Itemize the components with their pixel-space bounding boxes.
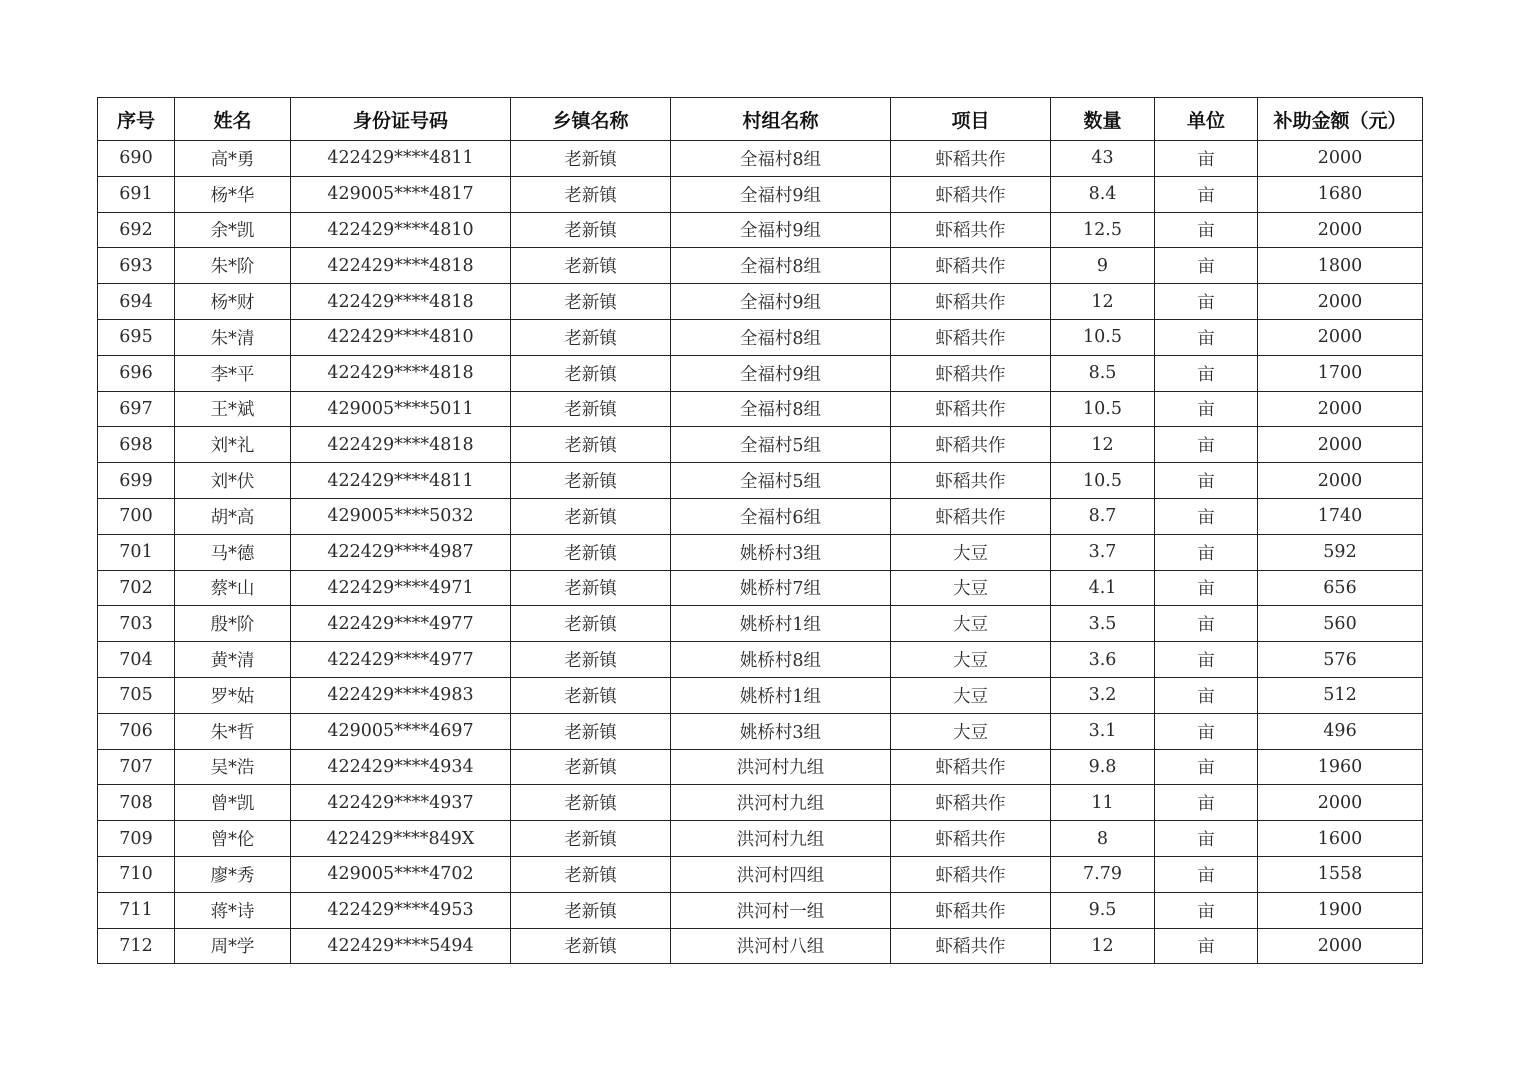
cell-quantity: 3.6 (1051, 642, 1155, 678)
header-subsidy-amount: 补助金额（元） (1258, 98, 1423, 141)
cell-unit: 亩 (1155, 677, 1258, 713)
cell-town-name: 老新镇 (511, 141, 671, 177)
cell-unit: 亩 (1155, 141, 1258, 177)
cell-unit: 亩 (1155, 928, 1258, 964)
cell-unit: 亩 (1155, 248, 1258, 284)
cell-project: 大豆 (891, 606, 1051, 642)
cell-unit: 亩 (1155, 176, 1258, 212)
cell-project: 虾稻共作 (891, 212, 1051, 248)
table-row (98, 319, 1423, 355)
cell-id-number: 429005****4697 (291, 713, 511, 749)
cell-unit: 亩 (1155, 642, 1258, 678)
cell-name: 刘*伏 (175, 463, 291, 499)
cell-quantity: 10.5 (1051, 463, 1155, 499)
cell-quantity: 8.5 (1051, 355, 1155, 391)
table-row (98, 677, 1423, 713)
cell-subsidy-amount: 560 (1258, 606, 1423, 642)
cell-serial-number: 702 (98, 570, 175, 606)
cell-town-name: 老新镇 (511, 642, 671, 678)
cell-unit: 亩 (1155, 284, 1258, 320)
cell-village-group: 全福村9组 (671, 212, 891, 248)
cell-project: 虾稻共作 (891, 749, 1051, 785)
cell-unit: 亩 (1155, 821, 1258, 857)
cell-id-number: 422429****4811 (291, 463, 511, 499)
cell-serial-number: 693 (98, 248, 175, 284)
cell-id-number: 422429****4818 (291, 355, 511, 391)
cell-name: 高*勇 (175, 141, 291, 177)
cell-unit: 亩 (1155, 212, 1258, 248)
cell-name: 曾*凯 (175, 785, 291, 821)
cell-serial-number: 711 (98, 892, 175, 928)
cell-unit: 亩 (1155, 713, 1258, 749)
table-row (98, 427, 1423, 463)
table-row (98, 248, 1423, 284)
cell-project: 虾稻共作 (891, 821, 1051, 857)
cell-unit: 亩 (1155, 892, 1258, 928)
table-row (98, 785, 1423, 821)
cell-subsidy-amount: 2000 (1258, 391, 1423, 427)
cell-quantity: 43 (1051, 141, 1155, 177)
cell-subsidy-amount: 1800 (1258, 248, 1423, 284)
cell-subsidy-amount: 2000 (1258, 141, 1423, 177)
header-town-name: 乡镇名称 (511, 98, 671, 141)
cell-village-group: 洪河村八组 (671, 928, 891, 964)
cell-project: 虾稻共作 (891, 928, 1051, 964)
cell-village-group: 全福村8组 (671, 319, 891, 355)
cell-name: 李*平 (175, 355, 291, 391)
cell-id-number: 422429****4953 (291, 892, 511, 928)
cell-unit: 亩 (1155, 355, 1258, 391)
table-row (98, 642, 1423, 678)
cell-project: 大豆 (891, 713, 1051, 749)
cell-town-name: 老新镇 (511, 606, 671, 642)
cell-village-group: 全福村9组 (671, 176, 891, 212)
table-body (98, 141, 1423, 964)
cell-id-number: 422429****4977 (291, 642, 511, 678)
cell-town-name: 老新镇 (511, 248, 671, 284)
cell-village-group: 洪河村九组 (671, 749, 891, 785)
cell-id-number: 429005****5011 (291, 391, 511, 427)
cell-name: 廖*秀 (175, 856, 291, 892)
cell-serial-number: 706 (98, 713, 175, 749)
cell-subsidy-amount: 1700 (1258, 355, 1423, 391)
cell-unit: 亩 (1155, 856, 1258, 892)
cell-village-group: 姚桥村8组 (671, 642, 891, 678)
cell-subsidy-amount: 2000 (1258, 319, 1423, 355)
cell-serial-number: 692 (98, 212, 175, 248)
cell-quantity: 9.8 (1051, 749, 1155, 785)
cell-name: 殷*阶 (175, 606, 291, 642)
cell-serial-number: 712 (98, 928, 175, 964)
cell-subsidy-amount: 2000 (1258, 463, 1423, 499)
cell-town-name: 老新镇 (511, 176, 671, 212)
cell-unit: 亩 (1155, 534, 1258, 570)
cell-name: 胡*高 (175, 498, 291, 534)
cell-unit: 亩 (1155, 749, 1258, 785)
header-name: 姓名 (175, 98, 291, 141)
cell-village-group: 洪河村九组 (671, 785, 891, 821)
cell-serial-number: 710 (98, 856, 175, 892)
cell-town-name: 老新镇 (511, 821, 671, 857)
cell-name: 马*德 (175, 534, 291, 570)
cell-town-name: 老新镇 (511, 713, 671, 749)
cell-serial-number: 698 (98, 427, 175, 463)
cell-serial-number: 707 (98, 749, 175, 785)
cell-unit: 亩 (1155, 463, 1258, 499)
cell-project: 大豆 (891, 677, 1051, 713)
table-header (98, 98, 1423, 141)
cell-name: 刘*礼 (175, 427, 291, 463)
header-row (98, 98, 1423, 141)
cell-id-number: 422429****4937 (291, 785, 511, 821)
cell-project: 虾稻共作 (891, 856, 1051, 892)
table-row (98, 856, 1423, 892)
cell-village-group: 洪河村四组 (671, 856, 891, 892)
table-row (98, 534, 1423, 570)
cell-name: 余*凯 (175, 212, 291, 248)
cell-serial-number: 696 (98, 355, 175, 391)
table-row (98, 391, 1423, 427)
cell-subsidy-amount: 2000 (1258, 785, 1423, 821)
cell-quantity: 7.79 (1051, 856, 1155, 892)
cell-subsidy-amount: 2000 (1258, 284, 1423, 320)
cell-project: 虾稻共作 (891, 176, 1051, 212)
cell-project: 虾稻共作 (891, 319, 1051, 355)
cell-subsidy-amount: 592 (1258, 534, 1423, 570)
cell-name: 周*学 (175, 928, 291, 964)
cell-unit: 亩 (1155, 570, 1258, 606)
table-row (98, 928, 1423, 964)
cell-village-group: 全福村6组 (671, 498, 891, 534)
cell-project: 大豆 (891, 534, 1051, 570)
cell-village-group: 全福村5组 (671, 427, 891, 463)
cell-quantity: 11 (1051, 785, 1155, 821)
cell-unit: 亩 (1155, 427, 1258, 463)
cell-town-name: 老新镇 (511, 785, 671, 821)
cell-project: 大豆 (891, 642, 1051, 678)
cell-unit: 亩 (1155, 498, 1258, 534)
cell-project: 虾稻共作 (891, 785, 1051, 821)
cell-project: 虾稻共作 (891, 141, 1051, 177)
cell-project: 虾稻共作 (891, 248, 1051, 284)
cell-town-name: 老新镇 (511, 570, 671, 606)
table-row (98, 176, 1423, 212)
table-row (98, 892, 1423, 928)
cell-quantity: 12 (1051, 928, 1155, 964)
cell-project: 虾稻共作 (891, 463, 1051, 499)
table-row (98, 498, 1423, 534)
header-quantity: 数量 (1051, 98, 1155, 141)
cell-subsidy-amount: 496 (1258, 713, 1423, 749)
cell-quantity: 4.1 (1051, 570, 1155, 606)
cell-subsidy-amount: 1900 (1258, 892, 1423, 928)
cell-village-group: 全福村5组 (671, 463, 891, 499)
cell-town-name: 老新镇 (511, 212, 671, 248)
cell-quantity: 3.1 (1051, 713, 1155, 749)
cell-serial-number: 705 (98, 677, 175, 713)
header-project: 项目 (891, 98, 1051, 141)
cell-village-group: 全福村8组 (671, 248, 891, 284)
table-row (98, 570, 1423, 606)
cell-subsidy-amount: 2000 (1258, 427, 1423, 463)
cell-village-group: 全福村9组 (671, 355, 891, 391)
cell-serial-number: 691 (98, 176, 175, 212)
cell-id-number: 422429****4810 (291, 319, 511, 355)
cell-name: 蔡*山 (175, 570, 291, 606)
cell-town-name: 老新镇 (511, 892, 671, 928)
cell-town-name: 老新镇 (511, 391, 671, 427)
cell-subsidy-amount: 1740 (1258, 498, 1423, 534)
cell-subsidy-amount: 1600 (1258, 821, 1423, 857)
cell-town-name: 老新镇 (511, 928, 671, 964)
cell-serial-number: 695 (98, 319, 175, 355)
cell-subsidy-amount: 2000 (1258, 212, 1423, 248)
table-row (98, 284, 1423, 320)
cell-name: 朱*阶 (175, 248, 291, 284)
cell-village-group: 全福村9组 (671, 284, 891, 320)
cell-town-name: 老新镇 (511, 284, 671, 320)
cell-subsidy-amount: 1558 (1258, 856, 1423, 892)
cell-quantity: 9.5 (1051, 892, 1155, 928)
cell-id-number: 422429****4934 (291, 749, 511, 785)
cell-serial-number: 703 (98, 606, 175, 642)
cell-project: 虾稻共作 (891, 892, 1051, 928)
cell-village-group: 姚桥村1组 (671, 677, 891, 713)
cell-id-number: 422429****4971 (291, 570, 511, 606)
cell-village-group: 全福村8组 (671, 391, 891, 427)
cell-name: 罗*姑 (175, 677, 291, 713)
cell-id-number: 422429****849X (291, 821, 511, 857)
cell-name: 朱*哲 (175, 713, 291, 749)
cell-town-name: 老新镇 (511, 749, 671, 785)
cell-town-name: 老新镇 (511, 427, 671, 463)
cell-quantity: 10.5 (1051, 391, 1155, 427)
cell-subsidy-amount: 656 (1258, 570, 1423, 606)
cell-id-number: 422429****4811 (291, 141, 511, 177)
cell-village-group: 姚桥村3组 (671, 713, 891, 749)
cell-town-name: 老新镇 (511, 677, 671, 713)
cell-town-name: 老新镇 (511, 534, 671, 570)
table-row (98, 463, 1423, 499)
cell-id-number: 422429****4818 (291, 248, 511, 284)
cell-unit: 亩 (1155, 606, 1258, 642)
cell-subsidy-amount: 1680 (1258, 176, 1423, 212)
header-serial-number: 序号 (98, 98, 175, 141)
cell-id-number: 422429****5494 (291, 928, 511, 964)
cell-name: 王*斌 (175, 391, 291, 427)
cell-village-group: 姚桥村7组 (671, 570, 891, 606)
cell-subsidy-amount: 512 (1258, 677, 1423, 713)
cell-quantity: 12.5 (1051, 212, 1155, 248)
header-village-group: 村组名称 (671, 98, 891, 141)
cell-id-number: 422429****4818 (291, 427, 511, 463)
table-row (98, 141, 1423, 177)
cell-name: 黄*清 (175, 642, 291, 678)
cell-unit: 亩 (1155, 785, 1258, 821)
cell-quantity: 8 (1051, 821, 1155, 857)
cell-village-group: 洪河村一组 (671, 892, 891, 928)
cell-project: 大豆 (891, 570, 1051, 606)
table-row (98, 713, 1423, 749)
cell-project: 虾稻共作 (891, 391, 1051, 427)
cell-id-number: 429005****5032 (291, 498, 511, 534)
cell-village-group: 姚桥村1组 (671, 606, 891, 642)
cell-subsidy-amount: 576 (1258, 642, 1423, 678)
cell-id-number: 422429****4818 (291, 284, 511, 320)
cell-quantity: 9 (1051, 248, 1155, 284)
cell-town-name: 老新镇 (511, 498, 671, 534)
cell-unit: 亩 (1155, 319, 1258, 355)
cell-town-name: 老新镇 (511, 319, 671, 355)
header-id-number: 身份证号码 (291, 98, 511, 141)
cell-village-group: 姚桥村3组 (671, 534, 891, 570)
cell-village-group: 全福村8组 (671, 141, 891, 177)
cell-project: 虾稻共作 (891, 284, 1051, 320)
table-row (98, 212, 1423, 248)
cell-town-name: 老新镇 (511, 856, 671, 892)
cell-serial-number: 708 (98, 785, 175, 821)
cell-id-number: 422429****4810 (291, 212, 511, 248)
cell-project: 虾稻共作 (891, 355, 1051, 391)
subsidy-table (97, 97, 1423, 964)
cell-quantity: 12 (1051, 427, 1155, 463)
cell-serial-number: 697 (98, 391, 175, 427)
cell-project: 虾稻共作 (891, 498, 1051, 534)
cell-quantity: 10.5 (1051, 319, 1155, 355)
cell-id-number: 422429****4983 (291, 677, 511, 713)
cell-village-group: 洪河村九组 (671, 821, 891, 857)
cell-name: 曾*伦 (175, 821, 291, 857)
cell-id-number: 422429****4977 (291, 606, 511, 642)
header-unit: 单位 (1155, 98, 1258, 141)
cell-quantity: 8.7 (1051, 498, 1155, 534)
cell-name: 杨*华 (175, 176, 291, 212)
cell-quantity: 3.2 (1051, 677, 1155, 713)
cell-subsidy-amount: 1960 (1258, 749, 1423, 785)
table-row (98, 749, 1423, 785)
table-row (98, 821, 1423, 857)
cell-serial-number: 690 (98, 141, 175, 177)
cell-town-name: 老新镇 (511, 463, 671, 499)
cell-name: 杨*财 (175, 284, 291, 320)
cell-unit: 亩 (1155, 391, 1258, 427)
cell-quantity: 3.5 (1051, 606, 1155, 642)
table-row (98, 606, 1423, 642)
cell-town-name: 老新镇 (511, 355, 671, 391)
cell-id-number: 429005****4702 (291, 856, 511, 892)
cell-name: 蒋*诗 (175, 892, 291, 928)
cell-quantity: 8.4 (1051, 176, 1155, 212)
cell-id-number: 422429****4987 (291, 534, 511, 570)
cell-serial-number: 694 (98, 284, 175, 320)
cell-id-number: 429005****4817 (291, 176, 511, 212)
cell-serial-number: 701 (98, 534, 175, 570)
cell-name: 朱*清 (175, 319, 291, 355)
cell-project: 虾稻共作 (891, 427, 1051, 463)
cell-quantity: 3.7 (1051, 534, 1155, 570)
cell-name: 吴*浩 (175, 749, 291, 785)
cell-quantity: 12 (1051, 284, 1155, 320)
cell-subsidy-amount: 2000 (1258, 928, 1423, 964)
cell-serial-number: 704 (98, 642, 175, 678)
table-row (98, 355, 1423, 391)
cell-serial-number: 699 (98, 463, 175, 499)
cell-serial-number: 700 (98, 498, 175, 534)
cell-serial-number: 709 (98, 821, 175, 857)
